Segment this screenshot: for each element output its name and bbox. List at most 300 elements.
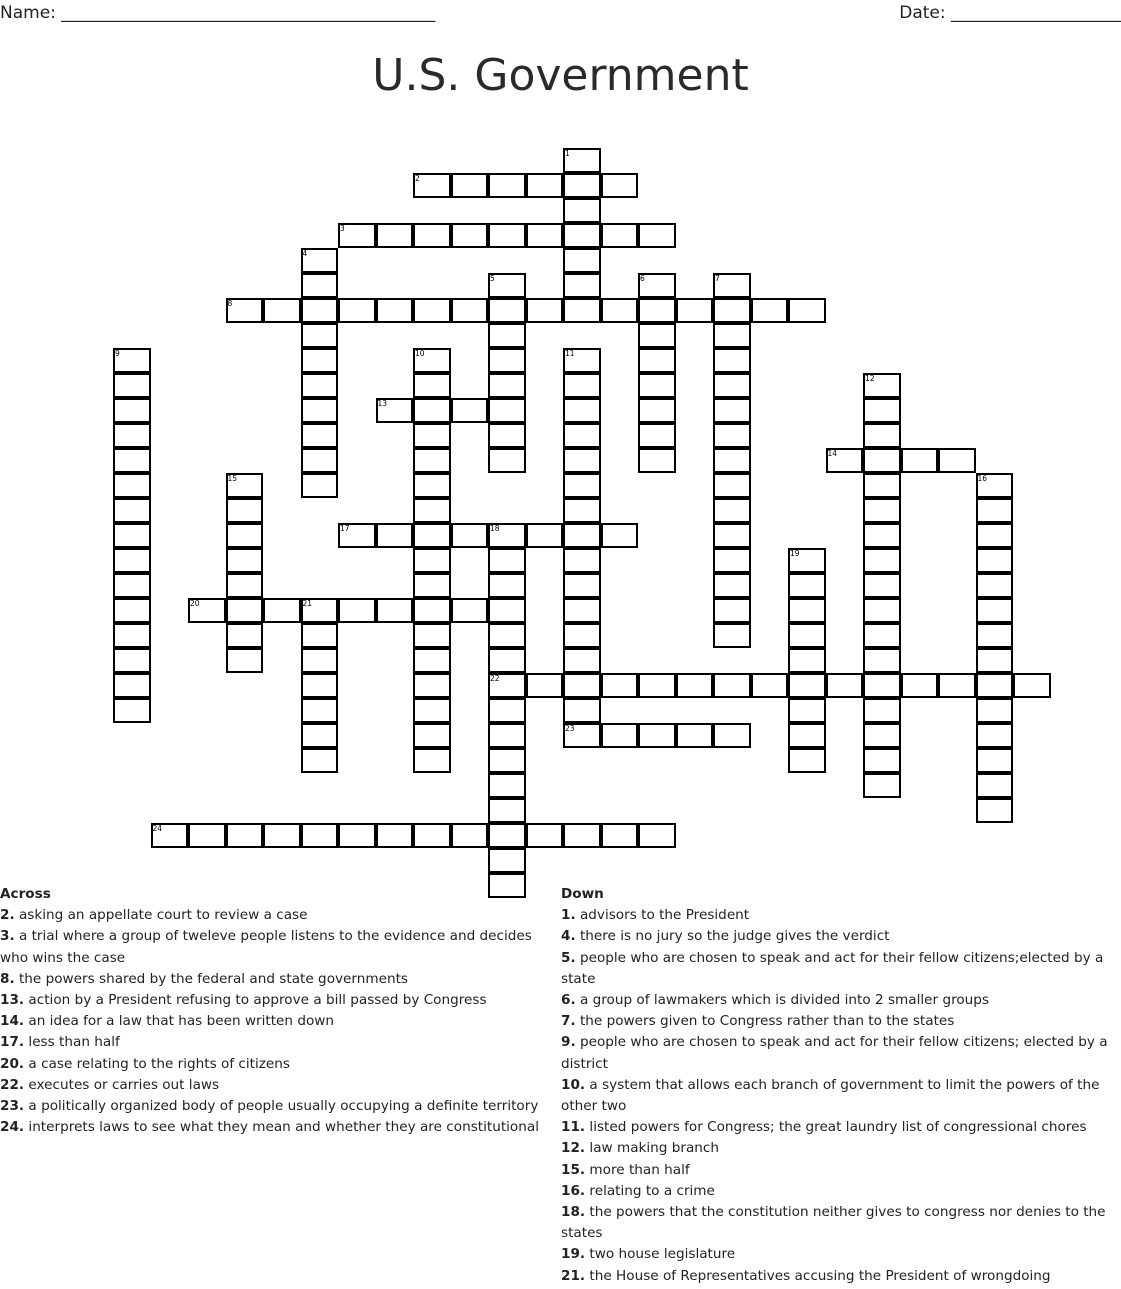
grid-cell[interactable] [563, 698, 601, 723]
grid-cell[interactable] [863, 398, 901, 423]
grid-cell[interactable] [188, 823, 226, 848]
grid-cell[interactable] [488, 223, 526, 248]
cell-number: 16 [977, 474, 988, 483]
clue-number: 10. [561, 1076, 586, 1093]
grid-cell[interactable] [563, 473, 601, 498]
grid-cell[interactable] [488, 548, 526, 573]
grid-cell[interactable] [263, 598, 301, 623]
grid-cell[interactable] [226, 623, 264, 648]
grid-cell[interactable] [713, 723, 751, 748]
grid-cell[interactable] [863, 623, 901, 648]
grid-cell[interactable] [751, 673, 789, 698]
clue-text: the powers shared by the federal and state governments [14, 970, 409, 987]
grid-cell[interactable] [413, 423, 451, 448]
grid-cell[interactable] [413, 823, 451, 848]
grid-cell[interactable] [488, 448, 526, 473]
grid-cell[interactable] [488, 173, 526, 198]
across-clue [0, 1011, 562, 1032]
grid-cell[interactable] [488, 623, 526, 648]
grid-cell[interactable] [301, 348, 339, 373]
down-clue [561, 926, 1113, 947]
grid-cell[interactable] [563, 448, 601, 473]
cell-number: 22 [490, 674, 500, 683]
clue-text: interprets laws to see what they mean and whether they are constitutional [24, 1119, 539, 1136]
grid-cell[interactable] [488, 848, 526, 873]
grid-cell[interactable] [563, 673, 601, 698]
grid-cell[interactable] [451, 523, 489, 548]
grid-cell[interactable] [526, 223, 564, 248]
down-clue [561, 1244, 1113, 1265]
grid-cell[interactable] [676, 673, 714, 698]
grid-cell[interactable] [638, 223, 676, 248]
grid-cell[interactable] [563, 273, 601, 298]
grid-cell[interactable] [301, 748, 339, 773]
grid-cell[interactable] [563, 573, 601, 598]
grid-cell[interactable] [301, 823, 339, 848]
clue-text: advisors to the President [575, 907, 750, 924]
clue-text: executes or carries out laws [24, 1076, 220, 1093]
grid-cell[interactable] [788, 298, 826, 323]
grid-cell[interactable] [713, 273, 751, 298]
grid-cell[interactable] [301, 623, 339, 648]
grid-cell[interactable] [451, 398, 489, 423]
clue-text: action by a President refusing to approve a bill passed by Congress [24, 992, 487, 1009]
grid-cell[interactable] [863, 548, 901, 573]
grid-cell[interactable] [638, 323, 676, 348]
down-clue [561, 1117, 1113, 1138]
grid-cell[interactable] [526, 523, 564, 548]
grid-cell[interactable] [713, 473, 751, 498]
grid-cell[interactable] [451, 173, 489, 198]
grid-cell[interactable] [113, 598, 151, 623]
grid-cell[interactable] [976, 548, 1014, 573]
grid-cell[interactable] [413, 173, 451, 198]
grid-cell[interactable] [413, 673, 451, 698]
down-clue [561, 1181, 1113, 1202]
clue-number: 1. [561, 907, 576, 924]
grid-cell[interactable] [713, 623, 751, 648]
grid-cell[interactable] [788, 548, 826, 573]
grid-cell[interactable] [713, 548, 751, 573]
cell-number: 21 [302, 599, 313, 608]
grid-cell[interactable] [338, 298, 376, 323]
clue-text: people who are chosen to speak and act for their fellow citizens;elected by a state [561, 949, 1104, 987]
cell-number: 6 [640, 274, 645, 283]
cell-number: 14 [827, 449, 838, 458]
clue-number: 21. [561, 1267, 586, 1284]
grid-cell[interactable] [113, 398, 151, 423]
cell-number: 5 [490, 274, 495, 283]
down-clue [561, 1075, 1113, 1117]
grid-cell[interactable] [563, 148, 601, 173]
grid-cell[interactable] [976, 698, 1014, 723]
across-clue [0, 1054, 562, 1075]
grid-cell[interactable] [226, 548, 264, 573]
across-clue [0, 1096, 562, 1117]
grid-cell[interactable] [563, 598, 601, 623]
grid-cell[interactable] [413, 348, 451, 373]
grid-cell[interactable] [451, 823, 489, 848]
grid-cell[interactable] [488, 523, 526, 548]
clue-text: a group of lawmakers which is divided into 2 smaller groups [575, 992, 990, 1009]
grid-cell[interactable] [226, 598, 264, 623]
grid-cell[interactable] [151, 823, 189, 848]
grid-cell[interactable] [713, 523, 751, 548]
grid-cell[interactable] [863, 523, 901, 548]
cell-number: 13 [377, 399, 388, 408]
grid-cell[interactable] [413, 473, 451, 498]
grid-cell[interactable] [563, 298, 601, 323]
across-clues [0, 884, 562, 1138]
grid-cell[interactable] [863, 498, 901, 523]
grid-cell[interactable] [563, 373, 601, 398]
grid-cell[interactable] [938, 448, 976, 473]
grid-cell[interactable] [713, 373, 751, 398]
grid-cell[interactable] [638, 398, 676, 423]
grid-cell[interactable] [713, 573, 751, 598]
grid-cell[interactable] [713, 398, 751, 423]
grid-cell[interactable] [638, 298, 676, 323]
grid-cell[interactable] [863, 698, 901, 723]
grid-cell[interactable] [301, 598, 339, 623]
grid-cell[interactable] [451, 223, 489, 248]
grid-cell[interactable] [863, 423, 901, 448]
grid-cell[interactable] [376, 598, 414, 623]
grid-cell[interactable] [976, 723, 1014, 748]
grid-cell[interactable] [263, 298, 301, 323]
grid-cell[interactable] [713, 348, 751, 373]
cell-number: 10 [415, 349, 425, 358]
clue-number: 18. [561, 1204, 586, 1221]
grid-cell[interactable] [713, 323, 751, 348]
clue-text: two house legislature [585, 1246, 736, 1263]
grid-cell[interactable] [526, 673, 564, 698]
grid-cell[interactable] [488, 698, 526, 723]
grid-cell[interactable] [488, 273, 526, 298]
grid-cell[interactable] [413, 398, 451, 423]
grid-cell[interactable] [413, 498, 451, 523]
clue-text: more than half [585, 1161, 690, 1178]
grid-cell[interactable] [451, 598, 489, 623]
grid-cell[interactable] [113, 573, 151, 598]
grid-cell[interactable] [413, 223, 451, 248]
grid-cell[interactable] [338, 223, 376, 248]
grid-cell[interactable] [601, 173, 639, 198]
clue-number: 13. [0, 992, 25, 1009]
grid-cell[interactable] [113, 423, 151, 448]
grid-cell[interactable] [226, 473, 264, 498]
grid-cell[interactable] [413, 548, 451, 573]
clue-text: an idea for a law that has been written down [24, 1013, 335, 1030]
cell-number: 3 [340, 224, 345, 233]
grid-cell[interactable] [938, 673, 976, 698]
grid-cell[interactable] [788, 623, 826, 648]
grid-cell[interactable] [488, 673, 526, 698]
grid-cell[interactable] [638, 823, 676, 848]
grid-cell[interactable] [113, 373, 151, 398]
grid-cell[interactable] [638, 723, 676, 748]
grid-cell[interactable] [863, 723, 901, 748]
grid-cell[interactable] [601, 723, 639, 748]
across-clue [0, 1117, 562, 1138]
grid-cell[interactable] [601, 523, 639, 548]
cell-number: 8 [227, 299, 233, 308]
grid-cell[interactable] [863, 373, 901, 398]
grid-cell[interactable] [788, 648, 826, 673]
grid-cell[interactable] [638, 373, 676, 398]
grid-cell[interactable] [976, 473, 1014, 498]
grid-cell[interactable] [863, 673, 901, 698]
grid-cell[interactable] [563, 723, 601, 748]
grid-cell[interactable] [488, 373, 526, 398]
grid-cell[interactable] [113, 448, 151, 473]
grid-cell[interactable] [488, 348, 526, 373]
grid-cell[interactable] [638, 673, 676, 698]
grid-cell[interactable] [901, 673, 939, 698]
grid-cell[interactable] [338, 523, 376, 548]
grid-cell[interactable] [413, 748, 451, 773]
grid-cell[interactable] [676, 298, 714, 323]
across-clue [0, 990, 562, 1011]
down-clue [561, 1032, 1113, 1074]
grid-cell[interactable] [788, 698, 826, 723]
grid-cell[interactable] [976, 523, 1014, 548]
grid-cell[interactable] [601, 673, 639, 698]
clue-text: a system that allows each branch of government to limit the powers of the other two [561, 1076, 1100, 1115]
across-clue [0, 926, 562, 968]
grid-cell[interactable] [826, 673, 864, 698]
grid-cell[interactable] [713, 673, 751, 698]
grid-cell[interactable] [488, 648, 526, 673]
cell-number: 11 [565, 349, 575, 358]
grid-cell[interactable] [113, 348, 151, 373]
grid-cell[interactable] [413, 698, 451, 723]
grid-cell[interactable] [563, 548, 601, 573]
grid-cell[interactable] [1013, 673, 1051, 698]
grid-cell[interactable] [638, 423, 676, 448]
clue-number: 8. [0, 970, 15, 987]
grid-cell[interactable] [601, 298, 639, 323]
grid-cell[interactable] [863, 573, 901, 598]
grid-cell[interactable] [826, 448, 864, 473]
grid-cell[interactable] [226, 298, 264, 323]
grid-cell[interactable] [263, 823, 301, 848]
grid-cell[interactable] [226, 573, 264, 598]
clue-text: the powers that the constitution neither gives to congress nor denies to the states [561, 1204, 1106, 1242]
grid-cell[interactable] [976, 673, 1014, 698]
grid-cell[interactable] [563, 223, 601, 248]
down-clue [561, 1160, 1113, 1181]
grid-cell[interactable] [563, 173, 601, 198]
grid-cell[interactable] [413, 723, 451, 748]
grid-cell[interactable] [976, 498, 1014, 523]
grid-cell[interactable] [488, 398, 526, 423]
grid-cell[interactable] [413, 573, 451, 598]
cell-number: 9 [115, 349, 120, 358]
grid-cell[interactable] [301, 298, 339, 323]
grid-cell[interactable] [301, 398, 339, 423]
grid-cell[interactable] [338, 823, 376, 848]
clue-number: 3. [0, 928, 15, 945]
grid-cell[interactable] [413, 523, 451, 548]
grid-cell[interactable] [863, 773, 901, 798]
grid-cell[interactable] [488, 323, 526, 348]
grid-cell[interactable] [751, 298, 789, 323]
grid-cell[interactable] [976, 648, 1014, 673]
grid-cell[interactable] [563, 348, 601, 373]
grid-cell[interactable] [563, 523, 601, 548]
down-clue [561, 948, 1113, 990]
grid-cell[interactable] [976, 773, 1014, 798]
grid-cell[interactable] [676, 723, 714, 748]
clue-number: 22. [0, 1076, 25, 1093]
grid-cell[interactable] [488, 723, 526, 748]
grid-cell[interactable] [488, 748, 526, 773]
across-clue [0, 1075, 562, 1096]
grid-cell[interactable] [638, 448, 676, 473]
clue-number: 6. [561, 992, 576, 1009]
grid-cell[interactable] [638, 348, 676, 373]
grid-cell[interactable] [788, 723, 826, 748]
name-field[interactable]: Name: ____________________________________________ [0, 3, 436, 23]
date-field[interactable]: Date: ____________________ [899, 3, 1121, 23]
grid-cell[interactable] [863, 448, 901, 473]
cell-number: 15 [227, 474, 238, 483]
clue-text: asking an appellate court to review a case [14, 907, 308, 924]
clue-text: listed powers for Congress; the great laundry list of congressional chores [585, 1119, 1087, 1136]
grid-cell[interactable] [301, 373, 339, 398]
clue-number: 4. [561, 928, 576, 945]
grid-cell[interactable] [713, 498, 751, 523]
grid-cell[interactable] [563, 398, 601, 423]
clue-text: a trial where a group of tweleve people listens to the evidence and decides who wins the case [0, 928, 532, 966]
grid-cell[interactable] [713, 598, 751, 623]
grid-cell[interactable] [788, 598, 826, 623]
grid-cell[interactable] [638, 273, 676, 298]
grid-cell[interactable] [713, 423, 751, 448]
grid-cell[interactable] [376, 523, 414, 548]
across-heading: Across [0, 886, 51, 902]
grid-cell[interactable] [788, 748, 826, 773]
grid-cell[interactable] [713, 448, 751, 473]
grid-cell[interactable] [976, 598, 1014, 623]
grid-cell[interactable] [226, 498, 264, 523]
cell-number: 17 [340, 524, 350, 533]
down-clue [561, 1011, 1113, 1032]
grid-cell[interactable] [563, 498, 601, 523]
clue-text: people who are chosen to speak and act for their fellow citizens; elected by a district [561, 1034, 1108, 1072]
grid-cell[interactable] [601, 823, 639, 848]
grid-cell[interactable] [413, 623, 451, 648]
grid-cell[interactable] [488, 773, 526, 798]
grid-cell[interactable] [301, 648, 339, 673]
grid-cell[interactable] [113, 473, 151, 498]
grid-cell[interactable] [113, 523, 151, 548]
cell-number: 7 [715, 274, 720, 283]
grid-cell[interactable] [863, 648, 901, 673]
grid-cell[interactable] [488, 298, 526, 323]
grid-cell[interactable] [113, 498, 151, 523]
grid-cell[interactable] [863, 748, 901, 773]
grid-cell[interactable] [413, 598, 451, 623]
grid-cell[interactable] [488, 598, 526, 623]
grid-cell[interactable] [863, 473, 901, 498]
grid-cell[interactable] [976, 623, 1014, 648]
grid-cell[interactable] [226, 648, 264, 673]
grid-cell[interactable] [376, 223, 414, 248]
grid-cell[interactable] [113, 648, 151, 673]
grid-cell[interactable] [301, 248, 339, 273]
grid-cell[interactable] [301, 448, 339, 473]
clue-text: relating to a crime [585, 1182, 715, 1199]
grid-cell[interactable] [526, 298, 564, 323]
grid-cell[interactable] [563, 198, 601, 223]
grid-cell[interactable] [413, 448, 451, 473]
cell-number: 4 [302, 249, 308, 258]
grid-cell[interactable] [563, 423, 601, 448]
across-clue [0, 905, 562, 926]
grid-cell[interactable] [226, 823, 264, 848]
grid-cell[interactable] [301, 673, 339, 698]
grid-cell[interactable] [901, 448, 939, 473]
grid-cell[interactable] [113, 623, 151, 648]
grid-cell[interactable] [413, 298, 451, 323]
grid-cell[interactable] [301, 323, 339, 348]
grid-cell[interactable] [526, 823, 564, 848]
grid-cell[interactable] [451, 298, 489, 323]
grid-cell[interactable] [301, 423, 339, 448]
grid-cell[interactable] [226, 523, 264, 548]
grid-cell[interactable] [713, 298, 751, 323]
grid-cell[interactable] [488, 423, 526, 448]
grid-cell[interactable] [338, 598, 376, 623]
grid-cell[interactable] [301, 723, 339, 748]
grid-cell[interactable] [563, 823, 601, 848]
grid-cell[interactable] [863, 598, 901, 623]
grid-cell[interactable] [976, 798, 1014, 823]
grid-cell[interactable] [376, 298, 414, 323]
cell-number: 24 [152, 824, 163, 833]
grid-cell[interactable] [976, 748, 1014, 773]
grid-cell[interactable] [301, 273, 339, 298]
grid-cell[interactable] [563, 248, 601, 273]
grid-cell[interactable] [488, 798, 526, 823]
clue-number: 16. [561, 1182, 586, 1199]
grid-cell[interactable] [976, 573, 1014, 598]
grid-cell[interactable] [488, 823, 526, 848]
grid-cell[interactable] [563, 623, 601, 648]
grid-cell[interactable] [188, 598, 226, 623]
grid-cell[interactable] [113, 548, 151, 573]
grid-cell[interactable] [788, 673, 826, 698]
grid-cell[interactable] [376, 398, 414, 423]
grid-cell[interactable] [301, 473, 339, 498]
grid-cell[interactable] [601, 223, 639, 248]
grid-cell[interactable] [563, 648, 601, 673]
grid-cell[interactable] [113, 673, 151, 698]
grid-cell[interactable] [413, 648, 451, 673]
grid-cell[interactable] [113, 698, 151, 723]
grid-cell[interactable] [413, 373, 451, 398]
grid-cell[interactable] [488, 573, 526, 598]
clue-number: 17. [0, 1034, 25, 1051]
grid-cell[interactable] [526, 173, 564, 198]
grid-cell[interactable] [376, 823, 414, 848]
down-clue [561, 1202, 1113, 1244]
clue-number: 5. [561, 949, 576, 966]
grid-cell[interactable] [788, 573, 826, 598]
grid-cell[interactable] [301, 698, 339, 723]
